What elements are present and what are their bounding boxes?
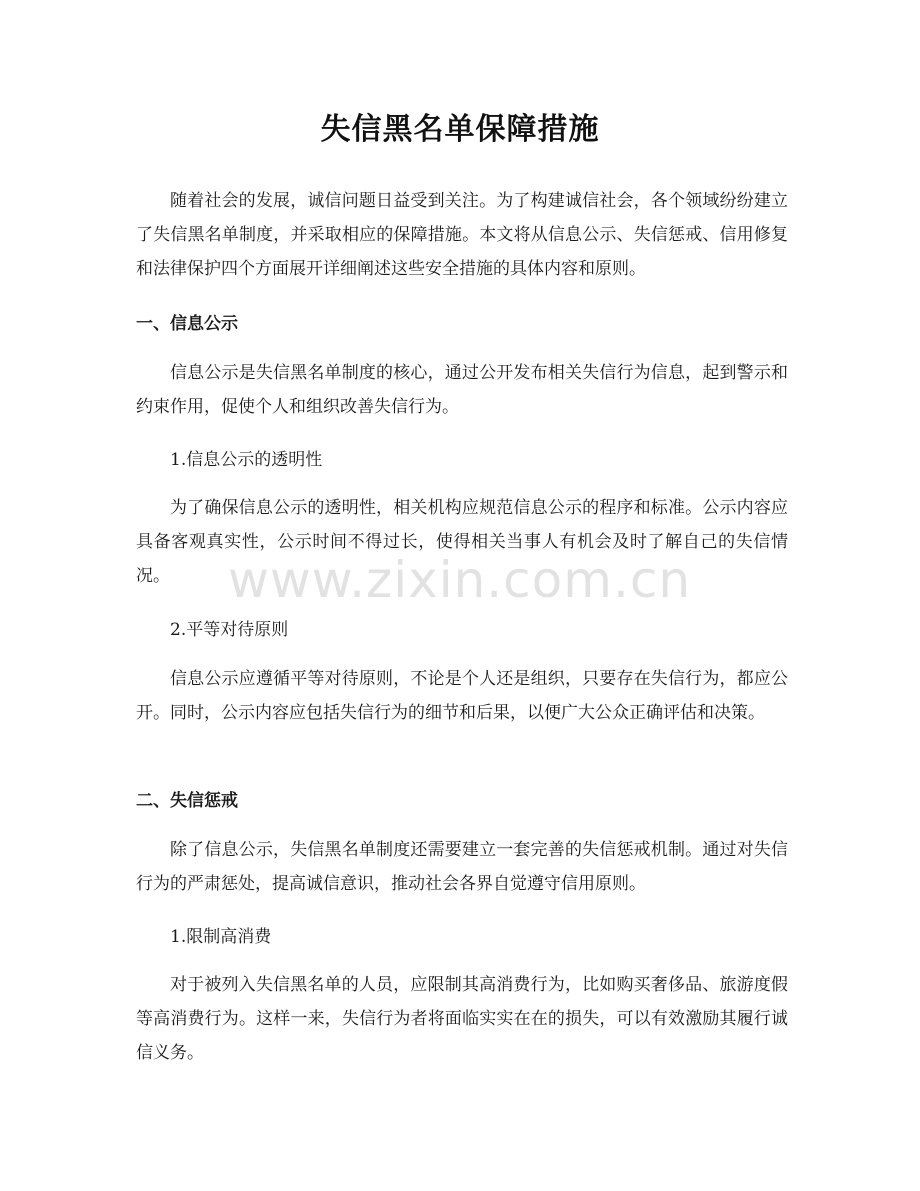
section-2-body: 除了信息公示，失信黑名单制度还需要建立一套完善的失信惩戒机制。通过对失信行为的严肃惩处，提高诚信意识，推动社会各界自觉遵守信用原则。 — [136, 840, 788, 894]
section-heading-dishonesty-punishment: 二、失信惩戒 — [136, 791, 238, 811]
section-1-item-2-title: 2.平等对待原则 — [170, 620, 289, 640]
watermark: www.zixin.com.cn — [228, 551, 692, 609]
section-2-item-1-title: 1.限制高消费 — [170, 927, 272, 947]
section-heading-info-disclosure: 一、信息公示 — [136, 314, 238, 334]
section-1-item-1-body: 为了确保信息公示的透明性，相关机构应规范信息公示的程序和标准。公示内容应具备客观真实性，公示时间不得过长，使得相关当事人有机会及时了解自己的失信情况。 — [136, 498, 788, 586]
section-1-body: 信息公示是失信黑名单制度的核心，通过公开发布相关失信行为信息，起到警示和约束作用，促使个人和组织改善失信行为。 — [136, 363, 788, 417]
document-title: 失信黑名单保障措施 — [320, 112, 600, 147]
section-1-item-2-body: 信息公示应遵循平等对待原则，不论是个人还是组织，只要存在失信行为，都应公开。同时，公示内容应包括失信行为的细节和后果，以便广大公众正确评估和决策。 — [136, 669, 788, 723]
section-1-item-1-title: 1.信息公示的透明性 — [170, 450, 323, 470]
section-2-item-1-body: 对于被列入失信黑名单的人员，应限制其高消费行为，比如购买奢侈品、旅游度假等高消费行为。这样一来，失信行为者将面临实实在在的损失，可以有效激励其履行诚信义务。 — [136, 975, 788, 1063]
intro-paragraph: 随着社会的发展，诚信问题日益受到关注。为了构建诚信社会，各个领域纷纷建立了失信黑名单制度，并采取相应的保障措施。本文将从信息公示、失信惩戒、信用修复和法律保护四个方面展开详细阐述这些安全措施的具体内容和原则。 — [136, 191, 788, 279]
